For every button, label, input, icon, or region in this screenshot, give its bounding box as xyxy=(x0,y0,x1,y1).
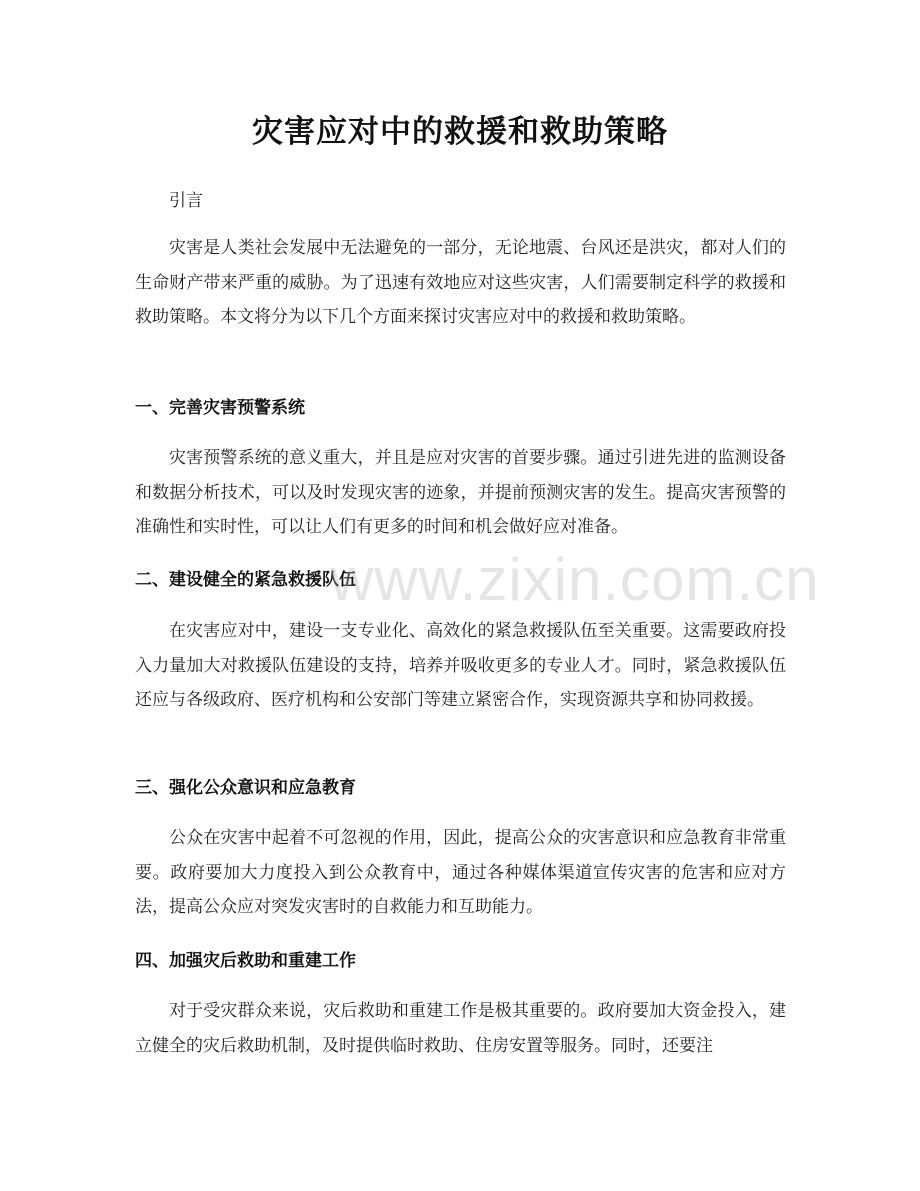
section-1-paragraph: 灾害预警系统的意义重大，并且是应对灾害的首要步骤。通过引进先进的监测设备和数据分析技术，可以及时发现灾害的迹象，并提前预测灾害的发生。提高灾害预警的准确性和实时性，可以让人们有更多的时间和机会做好应对准备。 xyxy=(135,448,786,537)
section-2-body xyxy=(135,614,786,718)
section-3-body xyxy=(135,821,786,925)
intro-label: 引言 xyxy=(169,191,203,211)
intro-paragraph-block xyxy=(135,231,786,335)
section-4-paragraph: 对于受灾群众来说，灾后救助和重建工作是极其重要的。政府要加大资金投入，建立健全的灾后救助机制，及时提供临时救助、住房安置等服务。同时，还要注 xyxy=(135,1001,786,1056)
section-2-heading: 二、建设健全的紧急救援队伍 xyxy=(135,570,356,590)
intro-paragraph: 灾害是人类社会发展中无法避免的一部分，无论地震、台风还是洪灾，都对人们的生命财产带来严重的威胁。为了迅速有效地应对这些灾害，人们需要制定科学的救援和救助策略。本文将分为以下几个方面来探讨灾害应对中的救援和救助策略。 xyxy=(135,238,786,327)
section-3-heading: 三、强化公众意识和应急教育 xyxy=(135,778,356,798)
section-1-body xyxy=(135,441,786,545)
section-4-heading: 四、加强灾后救助和重建工作 xyxy=(135,951,356,971)
section-2-paragraph: 在灾害应对中，建设一支专业化、高效化的紧急救援队伍至关重要。这需要政府投入力量加大对救援队伍建设的支持，培养并吸收更多的专业人才。同时，紧急救援队伍还应与各级政府、医疗机构和公安部门等建立紧密合作，实现资源共享和协同救援。 xyxy=(135,621,786,710)
section-3-paragraph: 公众在灾害中起着不可忽视的作用，因此，提高公众的灾害意识和应急教育非常重要。政府要加大力度投入到公众教育中，通过各种媒体渠道宣传灾害的危害和应对方法，提高公众应对突发灾害时的自救能力和互助能力。 xyxy=(135,828,786,917)
intro-label-block xyxy=(135,184,786,219)
watermark: www.zixin.com.cn xyxy=(330,546,820,613)
section-1-heading: 一、完善灾害预警系统 xyxy=(135,398,305,418)
document-title: 灾害应对中的救援和救助策略 xyxy=(252,114,668,150)
section-4-body xyxy=(135,994,786,1063)
